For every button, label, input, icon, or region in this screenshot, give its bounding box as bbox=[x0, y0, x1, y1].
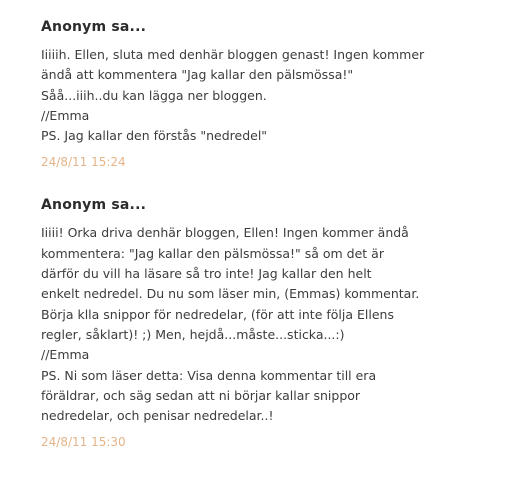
comment-line: nedredelar, och penisar nedredelar..! bbox=[41, 408, 274, 424]
comment-line: PS. Jag kallar den förstås "nedredel" bbox=[41, 128, 268, 144]
comment-line: //Emma bbox=[41, 347, 90, 363]
comment-line: Börja klla snippor för nedredelar, (för att inte följa Ellens bbox=[41, 306, 394, 322]
comment-line: därför du vill ha läsare så tro inte! Jag kallar den helt bbox=[41, 266, 372, 282]
comment-line: föräldrar, och säg sedan att ni börjar kallar snippor bbox=[41, 387, 361, 403]
comment-line: Såå...iiih..du kan lägga ner bloggen. bbox=[41, 87, 267, 103]
comment-body bbox=[41, 45, 503, 146]
comment-line: kommentera: "Jag kallar den pälsmössa!" så om det är bbox=[41, 245, 384, 261]
comment-line: ändå att kommentera "Jag kallar den pälsmössa!" bbox=[41, 67, 354, 83]
comment bbox=[41, 18, 503, 170]
comment-line: Iiiiih. Ellen, sluta med denhär bloggen genast! Ingen kommer bbox=[41, 47, 425, 62]
comment-timestamp-link[interactable]: 24/8/11 15:24 bbox=[41, 155, 126, 170]
comment-line: //Emma bbox=[41, 107, 90, 123]
comment bbox=[41, 196, 503, 450]
comment-line: enkelt nedredel. Du nu som läser min, (Emmas) kommentar. bbox=[41, 286, 420, 302]
comment-timestamp-link[interactable]: 24/8/11 15:30 bbox=[41, 435, 126, 450]
comment-body bbox=[41, 223, 503, 426]
comment-author: Anonym sa... bbox=[41, 19, 147, 35]
comment-line: regler, såklart)! ;) Men, hejdå...måste...sticka...:) bbox=[41, 326, 345, 342]
comment-line: Iiiii! Orka driva denhär bloggen, Ellen! Ingen kommer ändå bbox=[41, 225, 409, 241]
comments-list bbox=[41, 18, 503, 476]
comment-line: PS. Ni som läser detta: Visa denna kommentar till era bbox=[41, 367, 377, 383]
comment-author: Anonym sa... bbox=[41, 197, 147, 214]
